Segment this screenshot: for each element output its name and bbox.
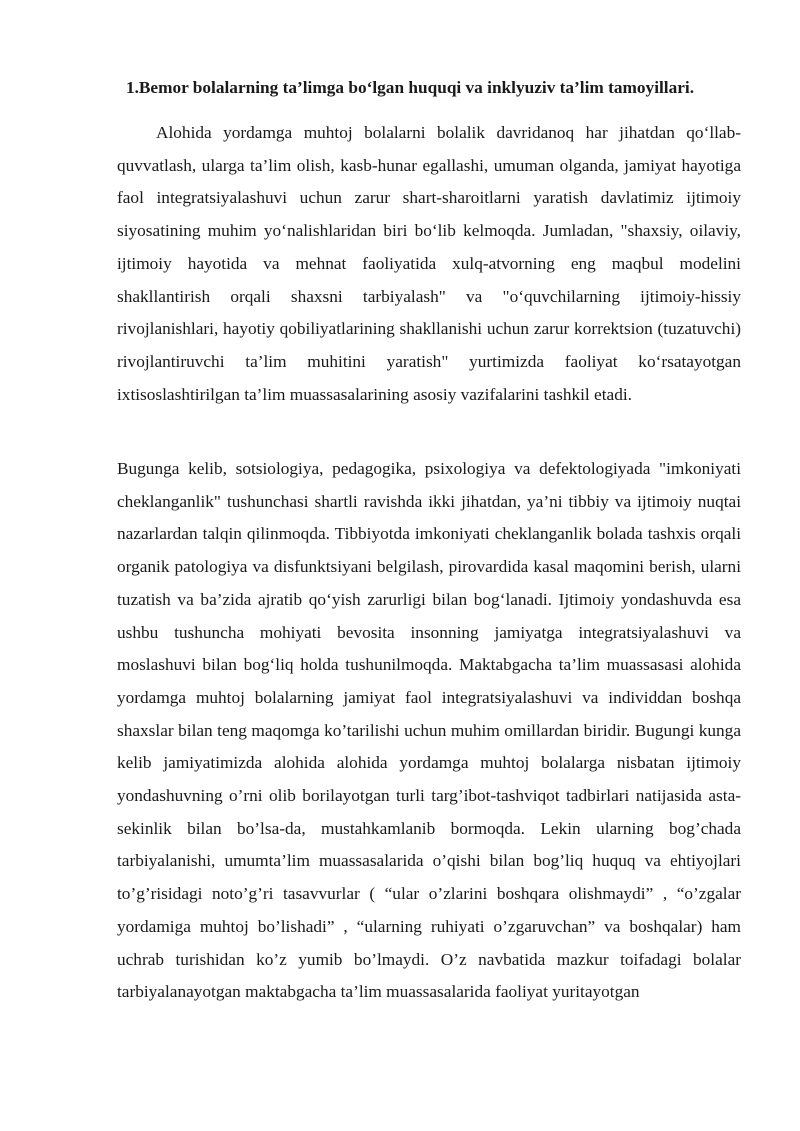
document-title: 1.Bemor bolalarning ta’limga bo‘lgan huquqi va inklyuziv ta’lim tamoyillari. <box>125 78 695 97</box>
paragraph: Alohida yordamga muhtoj bolalarni bolalik davridanoq har jihatdan qo‘llab-quvvatlash, ularga ta’lim olish, kasb-hunar egallashi, umuman olganda, jamiyat hayotiga faol integratsiyalashuvi uchun zarur shart-sharoitlarni yaratish davlatimiz ijtimoiy siyosatining muhim yo‘nalishlaridan biri bo‘lib kelmoqda. Jumladan, "shaxsiy, oilaviy, ijtimoiy hayotida va mehnat faoliyatida xulq-atvorning eng maqbul modelini shakllantirish orqali shaxsni tarbiyalash" va "o‘quvchilarning ijtimoiy-hissiy rivojlanishlari, hayotiy qobiliyatlarining shakllanishi uchun zarur korrektsion (tuzatuvchi) rivojlantiruvchi ta’lim muhitini yaratish" yurtimizda faoliyat ko‘rsatayotgan ixtisoslashtirilgan ta’lim muassasalarining asosiy vazifalarini tashkil etadi. <box>117 123 741 404</box>
paragraph: Bugunga kelib, sotsiologiya, pedagogika, psixologiya va defektologiyada "imkoniyati cheklanganlik" tushunchasi shartli ravishda ikki jihatdan, ya’ni tibbiy va ijtimoiy nuqtai nazarlardan talqin qilinmoqda. Tibbiyotda imkoniyati cheklanganlik bolada tashxis orqali organik patologiya va disfunktsiyani belgilash, pirovardida kasal maqomini berish, ularni tuzatish va ba’zida ajratib qo‘yish zarurligi bilan bog‘lanadi. Ijtimoiy yondashuvda esa ushbu tushuncha mohiyati bevosita insonning jamiyatga integratsiyalashuvi va moslashuvi bilan bog‘liq holda tushunilmoqda. Maktabgacha ta’lim muassasasi alohida yordamga muhtoj bolalarning jamiyat faol integratsiyalashuvi va individdan boshqa shaxslar bilan teng maqomga ko’tarilishi uchun muhim omillardan biridir. Bugungi kunga kelib jamiyatimizda alohida alohida yordamga muhtoj bolalarga nisbatan ijtimoiy yondashuvning o’rni olib borilayotgan turli targ’ibot-tashviqot tadbirlari natijasida asta-sekinlik bilan bo’lsa-da, mustahkamlanib bormoqda. Lekin ularning bog’chada tarbiyalanishi, umumta’lim muassasalarida o’qishi bilan bog’liq huquq va ehtiyojlari to’g’risidagi noto’g’ri tasavvurlar ( “ular o’zlarini boshqara olishmaydi” , “o’zgalar yordamiga muhtoj bo’lishadi” , “ularning ruhiyati o’zgaruvchan” va boshqalar) ham uchrab turishidan ko’z yumib bo’lmaydi. O’z navbatida mazkur toifadagi bolalar tarbiyalanayotgan maktabgacha ta’lim muassasalarida faoliyat yuritayotgan <box>117 459 741 1002</box>
